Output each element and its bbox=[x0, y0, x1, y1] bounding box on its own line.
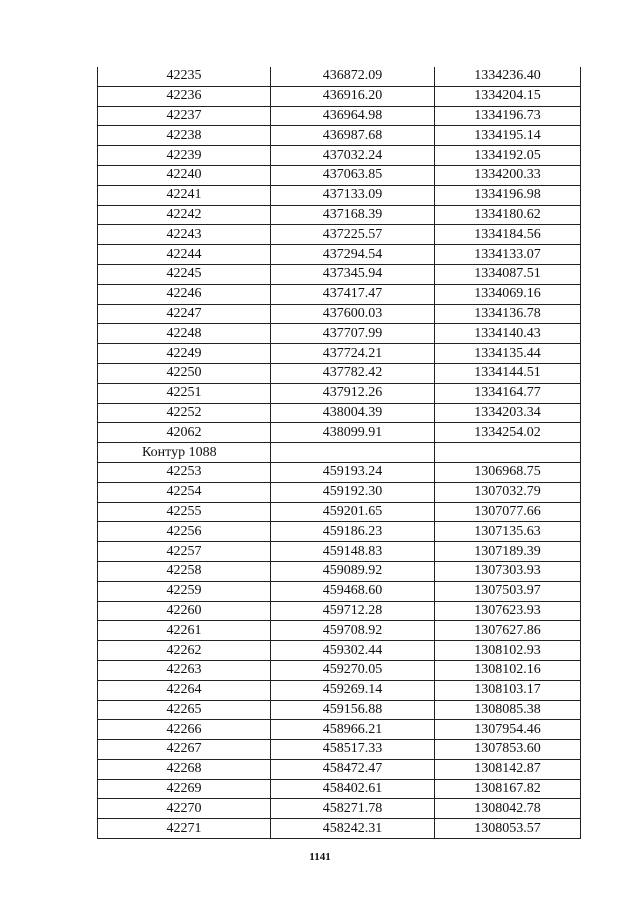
y-coordinate-cell: 1307954.46 bbox=[435, 720, 581, 740]
x-coordinate-cell: 459201.65 bbox=[271, 502, 435, 522]
y-coordinate-cell: 1334136.78 bbox=[435, 304, 581, 324]
x-coordinate-cell bbox=[271, 443, 435, 463]
table-row bbox=[98, 344, 581, 364]
table-row bbox=[98, 264, 581, 284]
y-coordinate-cell: 1306968.75 bbox=[435, 462, 581, 482]
table-row bbox=[98, 740, 581, 760]
point-number-cell: 42247 bbox=[98, 304, 271, 324]
x-coordinate-cell: 458472.47 bbox=[271, 759, 435, 779]
y-coordinate-cell: 1307189.39 bbox=[435, 542, 581, 562]
y-coordinate-cell: 1308102.16 bbox=[435, 660, 581, 680]
x-coordinate-cell: 437168.39 bbox=[271, 205, 435, 225]
point-number-cell: 42244 bbox=[98, 245, 271, 265]
point-number-cell: 42254 bbox=[98, 482, 271, 502]
table-row bbox=[98, 106, 581, 126]
table-row bbox=[98, 700, 581, 720]
y-coordinate-cell: 1334196.98 bbox=[435, 185, 581, 205]
y-coordinate-cell bbox=[435, 443, 581, 463]
point-number-cell: 42263 bbox=[98, 660, 271, 680]
y-coordinate-cell: 1308167.82 bbox=[435, 779, 581, 799]
x-coordinate-cell: 437294.54 bbox=[271, 245, 435, 265]
coordinates-table bbox=[97, 67, 581, 839]
y-coordinate-cell: 1334069.16 bbox=[435, 284, 581, 304]
x-coordinate-cell: 459712.28 bbox=[271, 601, 435, 621]
table-section-label-row bbox=[98, 443, 581, 463]
y-coordinate-cell: 1307032.79 bbox=[435, 482, 581, 502]
page-number: 1141 bbox=[309, 851, 331, 863]
y-coordinate-cell: 1308042.78 bbox=[435, 799, 581, 819]
point-number-cell: 42257 bbox=[98, 542, 271, 562]
x-coordinate-cell: 459269.14 bbox=[271, 680, 435, 700]
table-row bbox=[98, 304, 581, 324]
y-coordinate-cell: 1308102.93 bbox=[435, 641, 581, 661]
point-number-cell: 42268 bbox=[98, 759, 271, 779]
y-coordinate-cell: 1334133.07 bbox=[435, 245, 581, 265]
table-row bbox=[98, 601, 581, 621]
x-coordinate-cell: 458271.78 bbox=[271, 799, 435, 819]
y-coordinate-cell: 1307623.93 bbox=[435, 601, 581, 621]
x-coordinate-cell: 458517.33 bbox=[271, 740, 435, 760]
table-row bbox=[98, 284, 581, 304]
point-number-cell: 42252 bbox=[98, 403, 271, 423]
x-coordinate-cell: 436964.98 bbox=[271, 106, 435, 126]
x-coordinate-cell: 436916.20 bbox=[271, 86, 435, 106]
point-number-cell: 42255 bbox=[98, 502, 271, 522]
table-row bbox=[98, 482, 581, 502]
point-number-cell: 42270 bbox=[98, 799, 271, 819]
table-row bbox=[98, 363, 581, 383]
y-coordinate-cell: 1334203.34 bbox=[435, 403, 581, 423]
x-coordinate-cell: 437225.57 bbox=[271, 225, 435, 245]
table-row bbox=[98, 621, 581, 641]
y-coordinate-cell: 1308103.17 bbox=[435, 680, 581, 700]
x-coordinate-cell: 459302.44 bbox=[271, 641, 435, 661]
table-row bbox=[98, 423, 581, 443]
point-number-cell: 42250 bbox=[98, 363, 271, 383]
table-row bbox=[98, 324, 581, 344]
table-row bbox=[98, 225, 581, 245]
table-row bbox=[98, 403, 581, 423]
point-number-cell: 42260 bbox=[98, 601, 271, 621]
table-row bbox=[98, 462, 581, 482]
table-row bbox=[98, 660, 581, 680]
point-number-cell: 42253 bbox=[98, 462, 271, 482]
point-number-cell: 42243 bbox=[98, 225, 271, 245]
table-row bbox=[98, 581, 581, 601]
table-row bbox=[98, 759, 581, 779]
point-number-cell: 42259 bbox=[98, 581, 271, 601]
x-coordinate-cell: 459193.24 bbox=[271, 462, 435, 482]
x-coordinate-cell: 459089.92 bbox=[271, 561, 435, 581]
x-coordinate-cell: 437724.21 bbox=[271, 344, 435, 364]
x-coordinate-cell: 437707.99 bbox=[271, 324, 435, 344]
x-coordinate-cell: 459192.30 bbox=[271, 482, 435, 502]
point-number-cell: 42267 bbox=[98, 740, 271, 760]
y-coordinate-cell: 1307303.93 bbox=[435, 561, 581, 581]
x-coordinate-cell: 437912.26 bbox=[271, 383, 435, 403]
point-number-cell: 42262 bbox=[98, 641, 271, 661]
table-row bbox=[98, 720, 581, 740]
table-row bbox=[98, 502, 581, 522]
table-row bbox=[98, 126, 581, 146]
y-coordinate-cell: 1334195.14 bbox=[435, 126, 581, 146]
y-coordinate-cell: 1334236.40 bbox=[435, 67, 581, 86]
point-number-cell: 42246 bbox=[98, 284, 271, 304]
table-row bbox=[98, 522, 581, 542]
y-coordinate-cell: 1334200.33 bbox=[435, 165, 581, 185]
y-coordinate-cell: 1334135.44 bbox=[435, 344, 581, 364]
coordinates-table-body bbox=[98, 67, 581, 839]
y-coordinate-cell: 1307135.63 bbox=[435, 522, 581, 542]
y-coordinate-cell: 1334180.62 bbox=[435, 205, 581, 225]
point-number-cell: 42265 bbox=[98, 700, 271, 720]
point-number-cell: 42238 bbox=[98, 126, 271, 146]
x-coordinate-cell: 459468.60 bbox=[271, 581, 435, 601]
table-row bbox=[98, 779, 581, 799]
y-coordinate-cell: 1334144.51 bbox=[435, 363, 581, 383]
y-coordinate-cell: 1334184.56 bbox=[435, 225, 581, 245]
point-number-cell: 42245 bbox=[98, 264, 271, 284]
point-number-cell: 42269 bbox=[98, 779, 271, 799]
y-coordinate-cell: 1308085.38 bbox=[435, 700, 581, 720]
y-coordinate-cell: 1334164.77 bbox=[435, 383, 581, 403]
x-coordinate-cell: 459270.05 bbox=[271, 660, 435, 680]
x-coordinate-cell: 458966.21 bbox=[271, 720, 435, 740]
y-coordinate-cell: 1307077.66 bbox=[435, 502, 581, 522]
point-number-cell: Контур 1088 bbox=[98, 443, 271, 463]
y-coordinate-cell: 1307627.86 bbox=[435, 621, 581, 641]
x-coordinate-cell: 436872.09 bbox=[271, 67, 435, 86]
table-row bbox=[98, 561, 581, 581]
table-row bbox=[98, 185, 581, 205]
x-coordinate-cell: 437345.94 bbox=[271, 264, 435, 284]
point-number-cell: 42242 bbox=[98, 205, 271, 225]
point-number-cell: 42249 bbox=[98, 344, 271, 364]
x-coordinate-cell: 459156.88 bbox=[271, 700, 435, 720]
y-coordinate-cell: 1334192.05 bbox=[435, 146, 581, 166]
table-row bbox=[98, 641, 581, 661]
point-number-cell: 42258 bbox=[98, 561, 271, 581]
x-coordinate-cell: 437032.24 bbox=[271, 146, 435, 166]
x-coordinate-cell: 458242.31 bbox=[271, 819, 435, 839]
table-row bbox=[98, 67, 581, 86]
y-coordinate-cell: 1308053.57 bbox=[435, 819, 581, 839]
x-coordinate-cell: 459186.23 bbox=[271, 522, 435, 542]
point-number-cell: 42256 bbox=[98, 522, 271, 542]
table-row bbox=[98, 86, 581, 106]
point-number-cell: 42248 bbox=[98, 324, 271, 344]
y-coordinate-cell: 1307853.60 bbox=[435, 740, 581, 760]
point-number-cell: 42241 bbox=[98, 185, 271, 205]
x-coordinate-cell: 437417.47 bbox=[271, 284, 435, 304]
point-number-cell: 42240 bbox=[98, 165, 271, 185]
x-coordinate-cell: 438004.39 bbox=[271, 403, 435, 423]
x-coordinate-cell: 459148.83 bbox=[271, 542, 435, 562]
y-coordinate-cell: 1334204.15 bbox=[435, 86, 581, 106]
x-coordinate-cell: 437782.42 bbox=[271, 363, 435, 383]
table-row bbox=[98, 205, 581, 225]
y-coordinate-cell: 1334140.43 bbox=[435, 324, 581, 344]
table-row bbox=[98, 165, 581, 185]
x-coordinate-cell: 459708.92 bbox=[271, 621, 435, 641]
y-coordinate-cell: 1308142.87 bbox=[435, 759, 581, 779]
point-number-cell: 42237 bbox=[98, 106, 271, 126]
point-number-cell: 42251 bbox=[98, 383, 271, 403]
table-row bbox=[98, 146, 581, 166]
table-row bbox=[98, 245, 581, 265]
point-number-cell: 42235 bbox=[98, 67, 271, 86]
x-coordinate-cell: 437063.85 bbox=[271, 165, 435, 185]
y-coordinate-cell: 1307503.97 bbox=[435, 581, 581, 601]
x-coordinate-cell: 437133.09 bbox=[271, 185, 435, 205]
y-coordinate-cell: 1334254.02 bbox=[435, 423, 581, 443]
table-row bbox=[98, 799, 581, 819]
y-coordinate-cell: 1334087.51 bbox=[435, 264, 581, 284]
x-coordinate-cell: 438099.91 bbox=[271, 423, 435, 443]
point-number-cell: 42236 bbox=[98, 86, 271, 106]
y-coordinate-cell: 1334196.73 bbox=[435, 106, 581, 126]
table-row bbox=[98, 542, 581, 562]
point-number-cell: 42271 bbox=[98, 819, 271, 839]
point-number-cell: 42266 bbox=[98, 720, 271, 740]
x-coordinate-cell: 458402.61 bbox=[271, 779, 435, 799]
point-number-cell: 42264 bbox=[98, 680, 271, 700]
table-row bbox=[98, 680, 581, 700]
table-row bbox=[98, 383, 581, 403]
point-number-cell: 42062 bbox=[98, 423, 271, 443]
point-number-cell: 42261 bbox=[98, 621, 271, 641]
x-coordinate-cell: 437600.03 bbox=[271, 304, 435, 324]
point-number-cell: 42239 bbox=[98, 146, 271, 166]
table-row bbox=[98, 819, 581, 839]
x-coordinate-cell: 436987.68 bbox=[271, 126, 435, 146]
